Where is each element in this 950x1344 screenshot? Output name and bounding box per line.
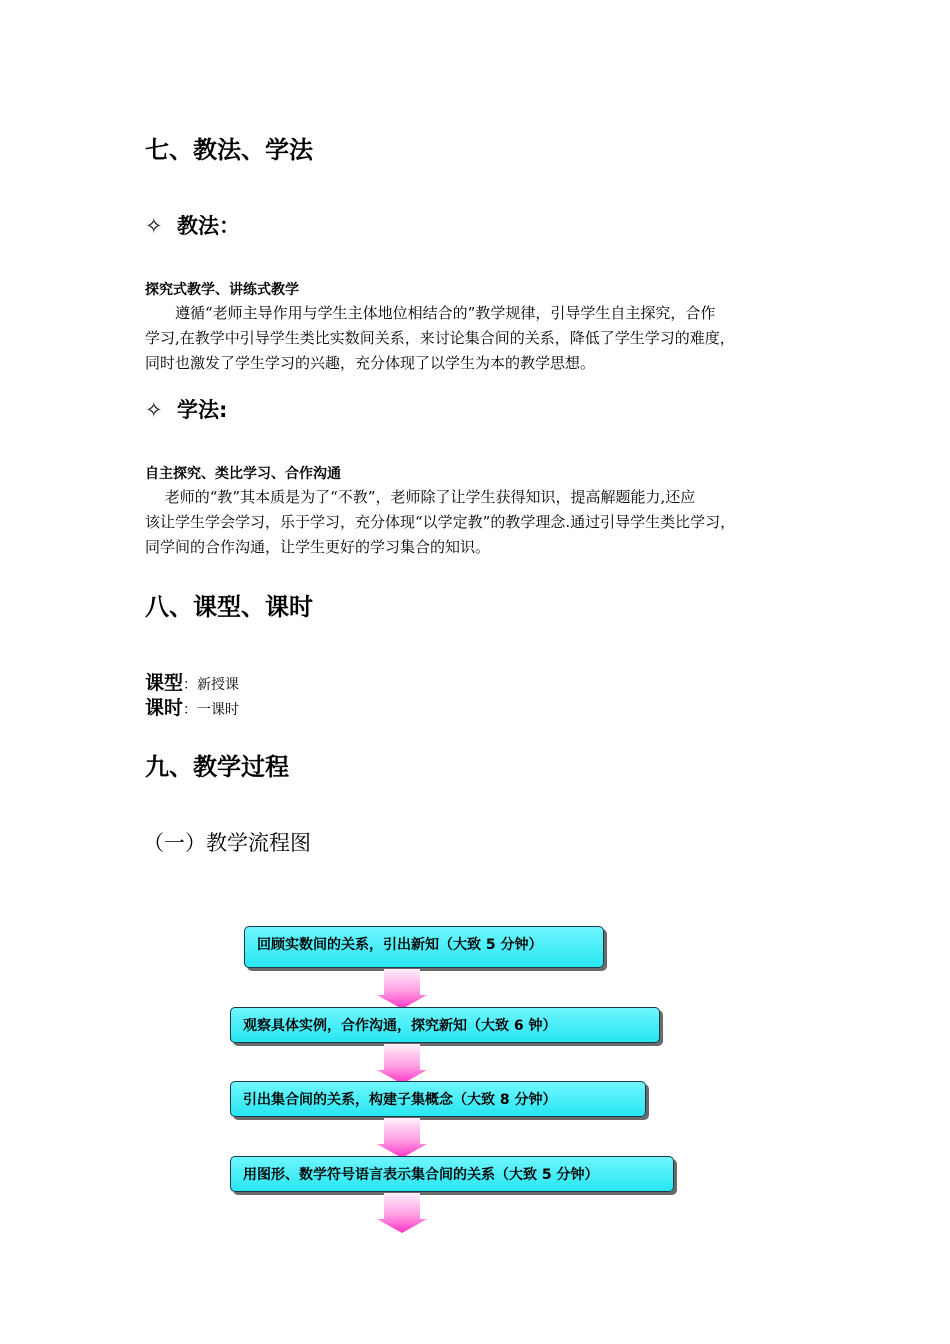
section-7-title: 七、教法、学法 bbox=[145, 136, 313, 164]
lesson-type-row bbox=[145, 671, 239, 698]
teaching-method-heading bbox=[145, 212, 240, 240]
paragraph-line: 学习,在教学中引导学生类比实数间关系，来讨论集合间的关系，降低了学生学习的难度， bbox=[145, 329, 735, 347]
lesson-hours-value: ：一课时 bbox=[183, 702, 240, 718]
paragraph-line: 同学间的合作沟通，让学生更好的学习集合的知识。 bbox=[145, 538, 491, 556]
lesson-type-value: ：新授课 bbox=[183, 677, 240, 693]
flow-step-1-text: 回顾实数间的关系，引出新知（大致 5 分钟） bbox=[257, 937, 543, 953]
flow-step-4 bbox=[230, 1156, 674, 1192]
down-arrow-icon bbox=[377, 1193, 427, 1233]
learning-method-heading bbox=[145, 396, 227, 424]
down-arrow-icon bbox=[377, 969, 427, 1009]
learning-method-list: 自主探究、类比学习、合作沟通 bbox=[145, 466, 341, 482]
teaching-method-list: 探究式教学、讲练式教学 bbox=[145, 282, 299, 298]
teaching-method-paragraph bbox=[145, 301, 817, 376]
flow-step-1 bbox=[244, 926, 604, 968]
flow-step-2-text: 观察具体实例，合作沟通，探究新知（大致 6 钟） bbox=[243, 1018, 557, 1034]
paragraph-line: 老师的“教”其本质是为了“不教”，老师除了让学生获得知识，提高解题能力,还应 bbox=[145, 488, 696, 506]
flow-step-2 bbox=[230, 1007, 660, 1043]
lesson-type-label: 课型 bbox=[145, 672, 184, 694]
section-8-title: 八、课型、课时 bbox=[145, 593, 313, 621]
paragraph-line: 遵循“老师主导作用与学生主体地位相结合的”教学规律，引导学生自主探究，合作 bbox=[145, 304, 716, 322]
learning-method-heading-text: 学法: bbox=[177, 398, 228, 422]
diamond-bullet-icon: ✧ bbox=[145, 398, 163, 422]
paragraph-line: 该让学生学会学习，乐于学习，充分体现“以学定教”的教学理念.通过引导学生类比学习， bbox=[145, 513, 736, 531]
flow-step-3-text: 引出集合间的关系，构建子集概念（大致 8 分钟） bbox=[243, 1092, 557, 1108]
diamond-bullet-icon: ✧ bbox=[145, 214, 163, 238]
flow-step-3 bbox=[230, 1081, 646, 1117]
down-arrow-icon bbox=[377, 1118, 427, 1158]
paragraph-line: 同时也激发了学生学习的兴趣，充分体现了以学生为本的教学思想。 bbox=[145, 354, 596, 372]
section-9-title: 九、教学过程 bbox=[145, 753, 289, 781]
flowchart-subtitle: （一）教学流程图 bbox=[143, 831, 311, 855]
lesson-hours-row bbox=[145, 696, 239, 723]
down-arrow-icon bbox=[377, 1044, 427, 1084]
learning-method-paragraph bbox=[145, 485, 817, 560]
flow-step-4-text: 用图形、数学符号语言表示集合间的关系（大致 5 分钟） bbox=[243, 1167, 599, 1183]
teaching-method-heading-text: 教法： bbox=[177, 214, 240, 238]
lesson-hours-label: 课时 bbox=[145, 697, 184, 719]
